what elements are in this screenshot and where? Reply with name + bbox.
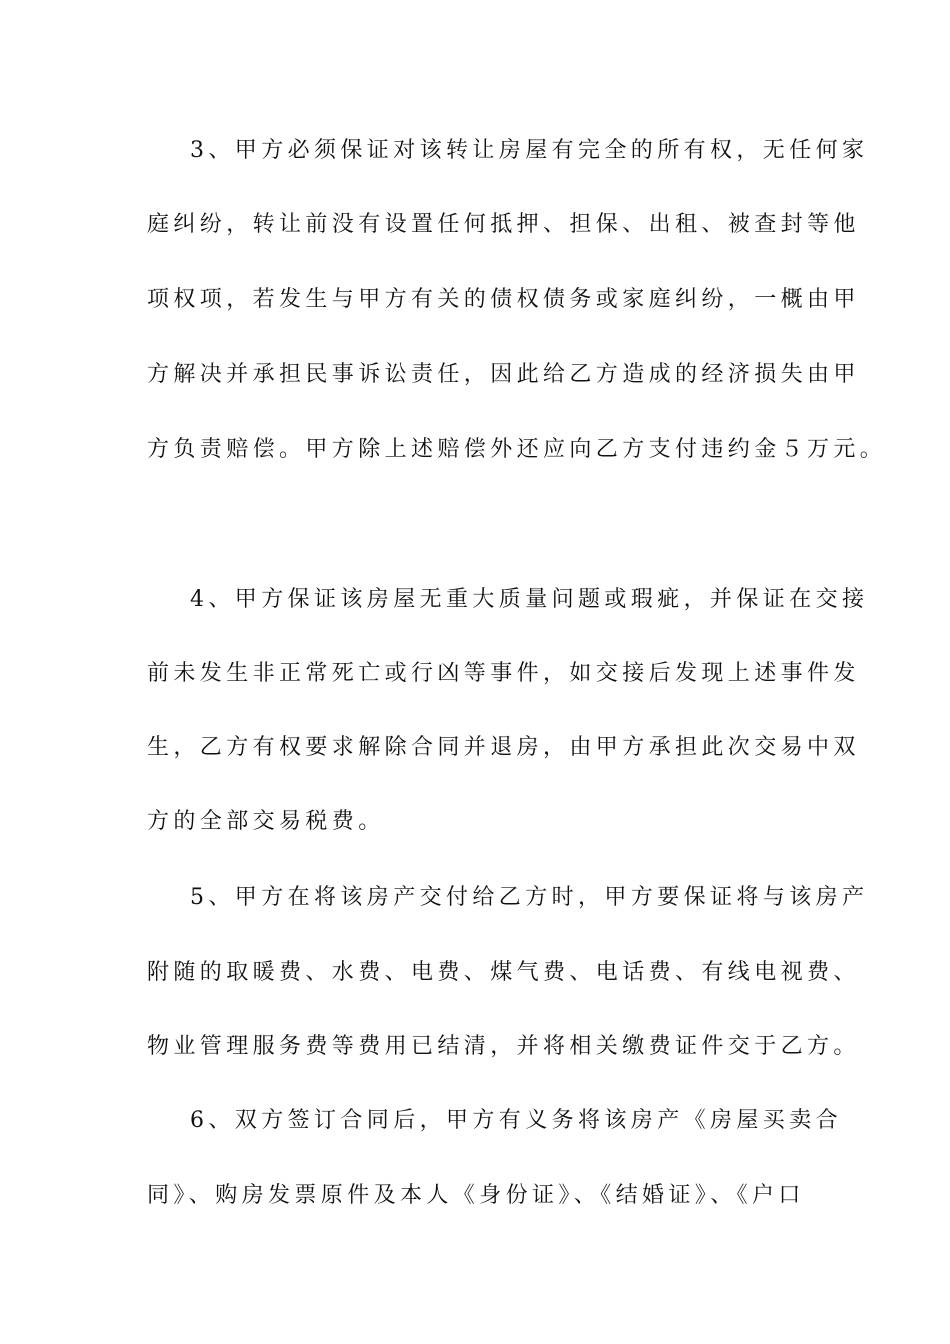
paragraph-line: 项权项，若发生与甲方有关的债权债务或家庭纠纷，一概由甲 xyxy=(147,287,860,312)
paragraph-line: 附随的取暖费、水费、电费、煤气费、电话费、有线电视费、 xyxy=(147,960,860,985)
paragraph-line: 4、甲方保证该房屋无重大质量问题或瑕疵，并保证在交接 xyxy=(190,587,869,612)
paragraph-line: 3、甲方必须保证对该转让房屋有完全的所有权，无任何家 xyxy=(190,138,869,163)
paragraph-line: 方解决并承担民事诉讼责任，因此给乙方造成的经济损失由甲 xyxy=(147,362,860,387)
paragraph-line: 庭纠纷，转让前没有设置任何抵押、担保、出租、被查封等他 xyxy=(147,212,860,237)
paragraph-line: 方的全部交易税费。 xyxy=(147,809,385,834)
paragraph-line: 6、双方签订合同后，甲方有义务将该房产《房屋买卖合 xyxy=(190,1108,842,1133)
paragraph-line: 同》、购房发票原件及本人《身份证》、《结婚证》、《户口 xyxy=(147,1183,805,1208)
paragraph-line: 生，乙方有权要求解除合同并退房，由甲方承担此次交易中双 xyxy=(147,735,860,760)
paragraph-line: 方负责赔偿。甲方除上述赔偿外还应向乙方支付违约金５万元。 xyxy=(147,437,887,462)
paragraph-line: 5、甲方在将该房产交付给乙方时，甲方要保证将与该房产 xyxy=(190,885,869,910)
paragraph-line: 前未发生非正常死亡或行凶等事件，如交接后发现上述事件发 xyxy=(147,661,860,686)
paragraph-line: 物业管理服务费等费用已结清，并将相关缴费证件交于乙方。 xyxy=(147,1034,860,1059)
